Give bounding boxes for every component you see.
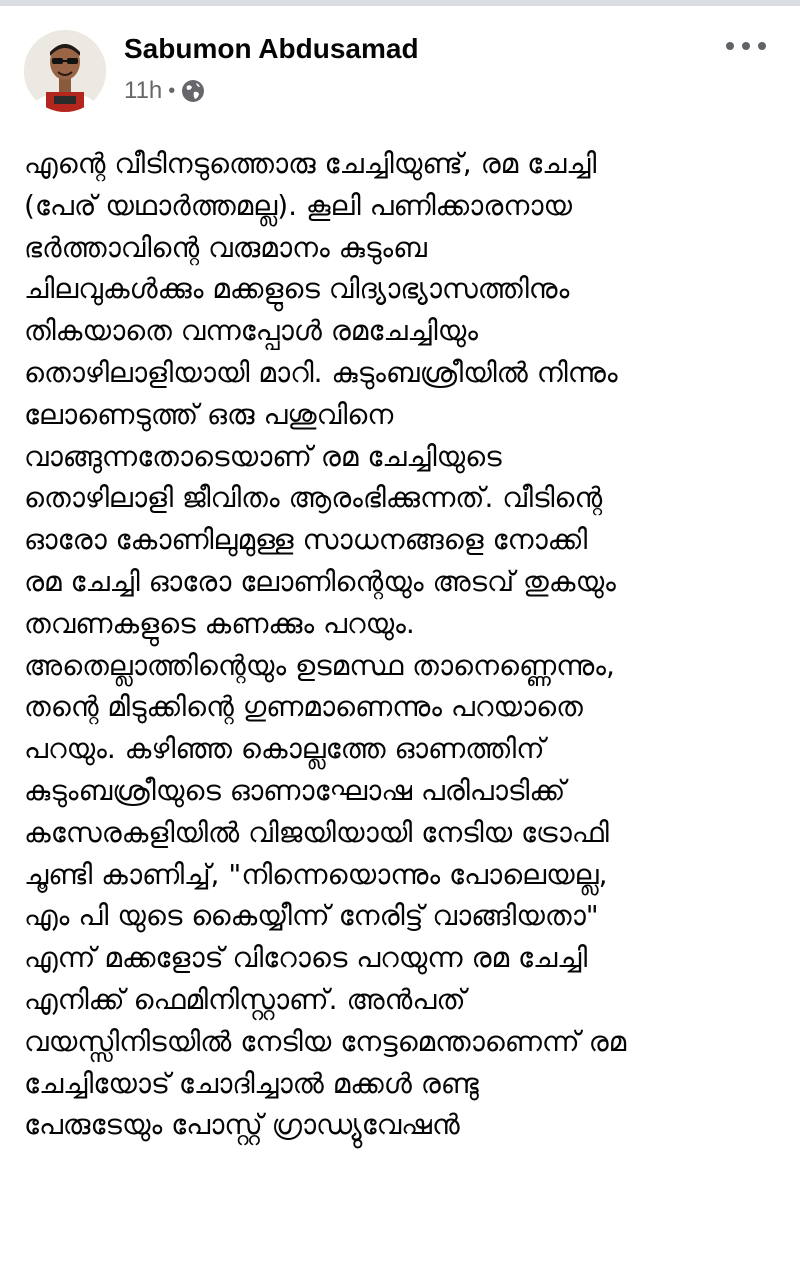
post-text-line: തവണകളുടെ കണക്കും പറയും. <box>24 606 415 640</box>
post-text-line: തികയാതെ വന്നപ്പോൾ രമചേച്ചിയും <box>24 314 478 348</box>
post-text-line: (പേര് യഥാർത്തമല്ല). കൂലി പണിക്കാരനായ <box>24 188 573 222</box>
post-text-line: വയസ്സിനിടയിൽ നേടിയ നേട്ടമെന്താണെന്ന് രമ <box>24 1024 627 1058</box>
post-text-line: ഓരോ കോണിലുമുള്ള സാധനങ്ങളെ നോക്കി <box>24 523 588 557</box>
post-text-line: തൊഴിലാളി ജീവിതം ആരംഭിക്കുന്നത്. വീടിന്റെ <box>24 481 603 515</box>
post-text-line: തന്റെ മിടുക്കിന്റെ ഗുണമാണെന്നും പറയാതെ <box>24 690 583 724</box>
post-text-line: ഭർത്താവിന്റെ വരുമാനം കുടുംബ <box>24 230 427 264</box>
author-name[interactable]: Sabumon Abdusamad <box>124 33 419 64</box>
post-text-line: ലോണെടുത്ത് ഒരു പശുവിനെ <box>24 397 394 431</box>
globe-icon[interactable] <box>181 79 205 103</box>
more-dot <box>758 42 766 50</box>
post-text-line: തൊഴിലാളിയായി മാറി. കുടുംബശ്രീയിൽ നിന്നും <box>24 355 618 389</box>
profile-photo-icon <box>24 30 106 112</box>
avatar[interactable] <box>24 30 106 112</box>
post-text-line: ചേച്ചിയോട് ചോദിച്ചാൽ മക്കൾ രണ്ടു <box>24 1066 479 1100</box>
meta-separator: • <box>168 79 176 102</box>
more-dot <box>726 42 734 50</box>
post-text-line: എന്റെ വീടിനടുത്തൊരു ചേച്ചിയുണ്ട്, രമ ചേച്ചി <box>24 147 597 180</box>
post-text-line: വാങ്ങുന്നതോടെയാണ് രമ ചേച്ചിയുടെ <box>24 439 502 473</box>
post-time[interactable]: 11h <box>124 77 163 104</box>
post-text-line: എം പി യുടെ കൈയ്യീന്ന് നേരിട്ട് വാങ്ങിയതാ" <box>24 899 599 933</box>
post-text-line: പറയും. കഴിഞ്ഞ കൊല്ലത്തേ ഓണത്തിന് <box>24 732 545 766</box>
post-text-line: കസേരകളിയിൽ വിജയിയായി നേടിയ ട്രോഫി <box>24 815 609 849</box>
post-meta <box>124 74 205 108</box>
post-text-line: കുടുംബശ്രീയുടെ ഓണാഘോഷ പരിപാടിക്ക് <box>24 773 566 807</box>
post-text-line: പേരുടേയും പോസ്റ്റ് ഗ്രാഡ്യുവേഷൻ <box>24 1108 460 1142</box>
post-text-line: രമ ചേച്ചി ഓരോ ലോണിന്റെയും അടവ് തുകയും <box>24 564 616 598</box>
more-options-icon[interactable] <box>726 36 766 56</box>
post-text-line: ചിലവുകൾക്കും മക്കളുടെ വിദ്യാഭ്യാസത്തിനും <box>24 272 570 306</box>
post-text-line: എന്ന് മക്കളോട് വിറോടെ പറയുന്ന രമ ചേച്ചി <box>24 941 588 975</box>
post-text <box>24 143 784 1146</box>
post-text-line: എനിക്ക് ഫെമിനിസ്റ്റാണ്. അൻപത് <box>24 982 466 1016</box>
post-text-line: ചൂണ്ടി കാണിച്ച്, "നിന്നെയൊന്നും പോലെയല്ല, <box>24 857 608 891</box>
post-header <box>0 6 800 116</box>
post-text-line: അതെല്ലാത്തിന്റെയും ഉടമസ്ഥ താനെണ്ണെന്നും, <box>24 648 615 682</box>
more-dot <box>742 42 750 50</box>
